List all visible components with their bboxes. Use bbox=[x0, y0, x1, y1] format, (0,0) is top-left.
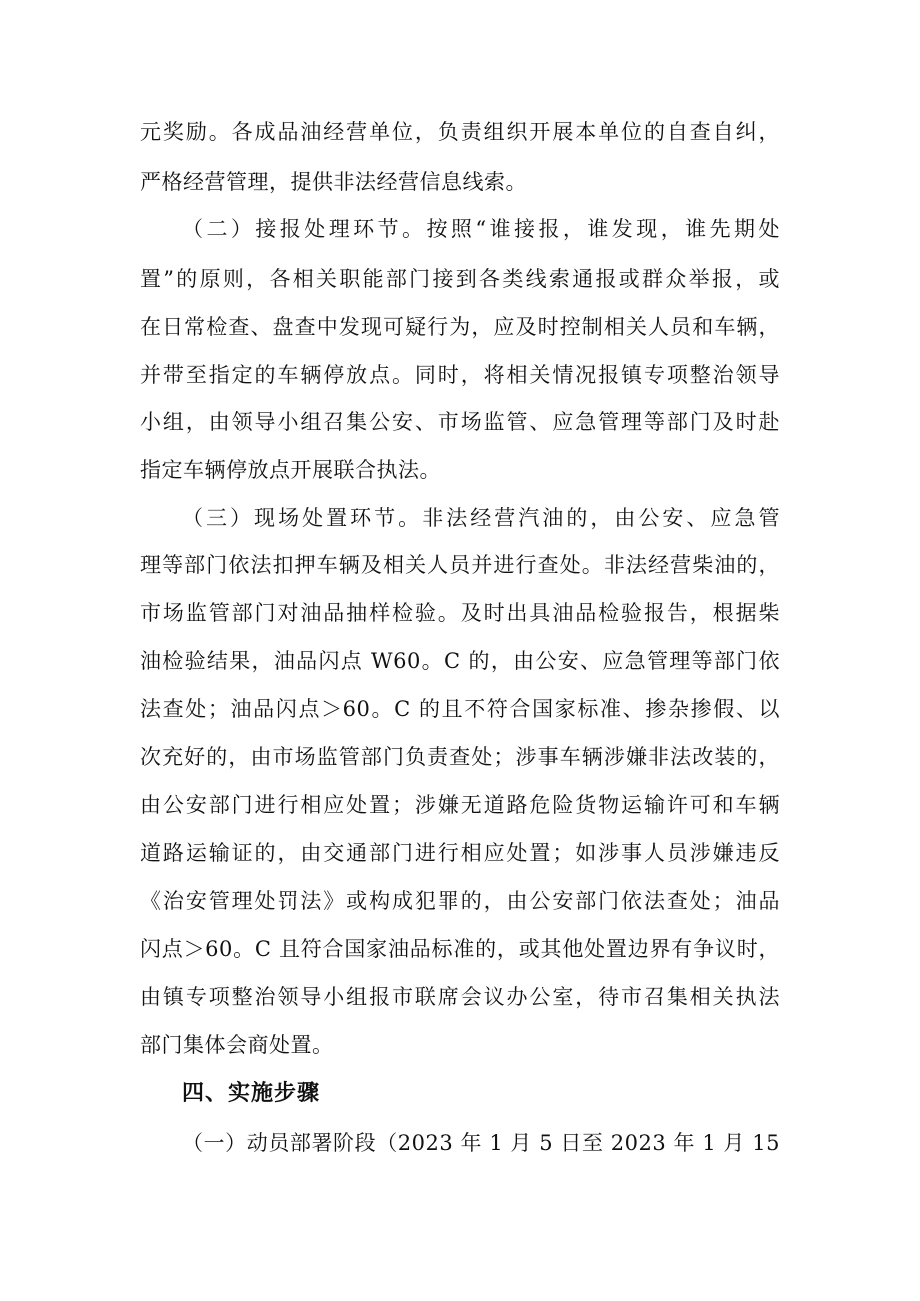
paragraph-line-5: 在日常检查、盘查中发现可疑行为，应及时控制相关人员和车辆， bbox=[140, 315, 780, 339]
paragraph-line-2: 严格经营管理，提供非法经营信息线索。 bbox=[140, 170, 527, 194]
paragraph-line-17: 《治安管理处罚法》或构成犯罪的，由公安部门依法查处；油品 bbox=[140, 889, 780, 913]
paragraph-line-1: 元奖励。各成品油经营单位，负责组织开展本单位的自查自纠， bbox=[140, 120, 780, 144]
paragraph-line-16: 道路运输证的，由交通部门进行相应处置；如涉事人员涉嫌违反 bbox=[140, 841, 780, 865]
paragraph-line-10: 理等部门依法扣押车辆及相关人员并进行查处。非法经营柴油的， bbox=[140, 553, 780, 577]
paragraph-line-20: 部门集体会商处置。 bbox=[140, 1033, 334, 1057]
section-heading: 四、实施步骤 bbox=[182, 1081, 321, 1106]
paragraph-line-3: （二）接报处理环节。按照“谁接报，谁发现，谁先期处 bbox=[182, 217, 780, 241]
paragraph-line-4: 置”的原则，各相关职能部门接到各类线索通报或群众举报，或 bbox=[140, 267, 780, 291]
paragraph-line-9: （三）现场处置环节。非法经营汽油的，由公安、应急管 bbox=[182, 506, 780, 530]
paragraph-line-6: 并带至指定的车辆停放点。同时，将相关情况报镇专项整治领导 bbox=[140, 363, 780, 387]
paragraph-line-14: 次充好的，由市场监管部门负责查处；涉事车辆涉嫌非法改装的， bbox=[140, 745, 780, 769]
paragraph-line-21: （一）动员部署阶段（2023 年 1 月 5 日至 2023 年 1 月 15 bbox=[182, 1131, 780, 1155]
paragraph-line-18: 闪点＞60。C 且符合国家油品标准的，或其他处置边界有争议时， bbox=[140, 937, 780, 961]
paragraph-line-15: 由公安部门进行相应处置；涉嫌无道路危险货物运输许可和车辆 bbox=[140, 793, 780, 817]
paragraph-line-11: 市场监管部门对油品抽样检验。及时出具油品检验报告，根据柴 bbox=[140, 601, 780, 625]
paragraph-line-13: 法查处；油品闪点＞60。C 的且不符合国家标准、掺杂掺假、以 bbox=[140, 697, 780, 721]
paragraph-line-8: 指定车辆停放点开展联合执法。 bbox=[140, 458, 441, 482]
paragraph-line-12: 油检验结果，油品闪点 W60。C 的，由公安、应急管理等部门依 bbox=[140, 649, 780, 673]
paragraph-line-19: 由镇专项整治领导小组报市联席会议办公室，待市召集相关执法 bbox=[140, 985, 780, 1009]
paragraph-line-7: 小组，由领导小组召集公安、市场监管、应急管理等部门及时赴 bbox=[140, 410, 780, 434]
